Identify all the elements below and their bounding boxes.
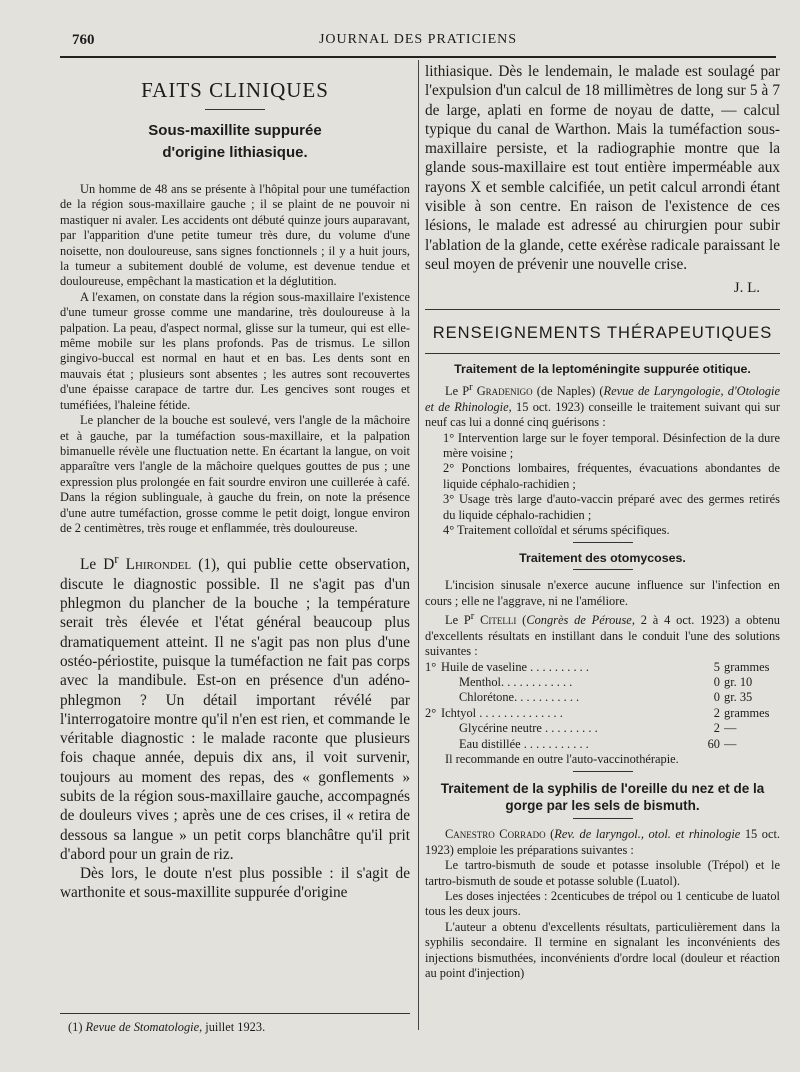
superscript: r [469,382,473,394]
article-title-line-1: Sous-maxillite suppurée [148,122,322,139]
rx-number [425,721,441,736]
journal-title: JOURNAL DES PRATICIENS [318,32,518,47]
treatment-title-1: Traitement de la leptoméningite suppurée otitique. [425,353,780,376]
running-header [60,30,776,54]
treatment-title-3: Traitement de la syphilis de l'oreille du nez et de la gorge par les sels de bismuth. [440,781,765,814]
treatment-2-end [425,752,780,767]
rx-ingredient: Ichtyol . . . . . . . . . . . . . . [441,705,563,720]
paragraph: lithiasique. Dès le lendemain, le malade est soulagé par l'expulsion d'un calcul de 18 millimètres de long sur 5 à 7 de large, aplati en forme de noyau de datte, — calcul typique du canal de Warthon. Mais la tuméfaction sous-maxillaire persiste, et la radiographie montre que la glande sous-maxillaire est tout entière imperméable aux rayons X et semble calcifiée, un petit calcul arrondi étant visible à son centre. En raison de l'existence de ces lésions, le malade est adressé au chirurgien pour subir l'ablation de la glande, cette exérèse radicale paraissant le seul moyen de prévenir une nouvelle crise. [425,63,780,273]
separator-rule [573,542,633,543]
paragraph [425,609,780,659]
treatment-3 [425,827,780,981]
journal-citation: Congrès de Pérouse [526,613,632,628]
ingredient-name: Menthol [459,675,501,690]
article-title [60,120,410,164]
page-number: 760 [72,32,95,48]
journal-citation: Rev. de laryngol., otol. et rhinologie [554,827,741,842]
rx-number: 1° [425,659,437,674]
table-row [425,660,780,675]
rx-ingredient: Menthol. . . . . . . . . . . . [459,675,573,690]
text-run: Le P [445,613,471,628]
rx-unit: gr. 10 [724,675,753,690]
rx-ingredient: Eau distillée . . . . . . . . . . . [459,736,589,751]
rx-unit: grammes [724,659,770,674]
rx-ingredient: Chlorétone. . . . . . . . . . . [459,690,580,705]
paragraph [60,550,410,864]
text-run: ( [545,827,555,842]
table-row [425,721,780,736]
footnote-date: , juillet 1923. [199,1020,266,1034]
text-run: (de Naples) ( [532,384,604,399]
author-name: Lhirondel [125,556,192,574]
footnote-number: (1) [68,1020,86,1034]
ingredient-name: Eau distillée [459,736,521,751]
paragraph: Il recommande en outre l'auto-vaccinothérapie. [445,752,679,767]
left-column [60,62,410,903]
text-run: 15 oct. 1923) emploie les préparations suivantes : [425,827,780,857]
paragraph: L'incision sinusale n'exerce aucune influence sur l'infection en cours ; elle ne l'aggrave, ni ne l'améliore. [425,578,780,608]
superscript: r [114,552,119,567]
separator-rule [573,818,633,819]
list-item: 1° Intervention large sur le foyer temporal. Désinfection de la dure mère voisine ; [443,430,780,461]
paragraph: Un homme de 48 ans se présente à l'hôpital pour une tuméfaction de la région sous-maxillaire gauche ; il se plaint de ne pouvoir ni mastiquer ni avaler. Les accidents ont débuté quinze jours auparavant, par l'apparition d'une petite tumeur très dure, du volume d'une noisette, non douloureuse, sans signes fonctionnels ; il y a huit jours, la tumeur a subitement doublé de volume, est devenue tendue et douloureuse, empêchant la mastication et la déglutition. [60,182,410,289]
footnote [68,1020,265,1035]
rx-unit: gr. 35 [724,690,753,705]
footnote-rule [60,1013,410,1014]
paragraph: Les doses injectées : 2centicubes de trépol ou 1 centicube de luatol tous les deux jours. [425,889,780,919]
table-row [425,675,780,690]
treatment-2 [425,578,780,659]
text-run: , 15 oct. 1923) conseille le traitement suivant qui sur neuf cas lui a donné cinq guérisons : [425,399,780,430]
rx-unit: grammes [724,705,770,720]
right-column [425,62,780,982]
paragraph: Dès lors, le doute n'est plus possible : il s'agit de warthonite et sous-maxillite suppurée d'origine [60,865,410,902]
table-row [425,690,780,705]
rx-number [425,675,441,690]
journal-citation: Revue de Laryngologie, d'Otologie et de Rhinologie [425,384,780,414]
case-report [60,182,410,536]
rx-number: 2° [425,705,437,720]
text-run: Le P [445,384,470,399]
rx-ingredient: Huile de vaseline . . . . . . . . . . [441,659,589,674]
text-run: ( [516,613,527,628]
continuation [425,62,780,274]
paragraph: L'auteur a obtenu d'excellents résultats, particulièrement dans la syphilis secondaire. Il termine en signalant les inconvénients des injections bismuthées, inconvénients d'ordre local (douleur et réaction au point d'injection) [425,919,780,981]
paragraph [425,827,780,858]
table-row [425,737,780,752]
header-rule [60,56,776,58]
author-name: Citelli [480,613,517,628]
rx-unit: — [724,721,737,736]
text-run: (1), qui publie cette observation, discute le diagnostic possible. Il ne s'agit pas d'un phlegmon du plancher de la bouche ; la température serait très élevée et l'état général beaucoup plus dramatiquement atteint. Il ne s'agit pas non plus d'une ostéo-périostite, puisque la tuméfaction ne fait pas corps avec la mandibule. Est-on en présence d'un adéno-phlegmon ? Un détail important révélé par l'interrogatoire montre qu'il n'en est rien, et commande le véritable diagnostic : le malade raconte que plusieurs fois chaque année, depuis dix ans, il voit survenir, toujours au moment des repas, des « gonflements » subits de la région sous-maxillaire gauche, accompagnés de douleurs vives ; après une de ces crises, il « retira de dessous sa langue » un petit corps blanchâtre qu'il prit d'abord pour un grain de riz. [60,556,411,863]
rx-quantity: 2 [713,705,720,720]
list-item: 4° Traitement colloïdal et sérums spécifiques. [443,523,670,538]
rx-quantity: 0 [713,690,720,705]
author-name: Gradenigo [476,384,533,399]
superscript: r [470,611,475,623]
signature: J. L. [733,280,760,297]
column-divider [418,60,419,1030]
prescription-table [425,660,780,752]
treatment-1 [425,380,780,538]
text-run: , 2 à 4 oct. 1923) a obtenu d'excellents résultats en instillant dans le conduit l'une des solutions suivantes : [425,613,780,659]
list-item: 2° Ponctions lombaires, fréquentes, évacuations abondantes de liquide céphalo-rachidien ; [443,461,780,491]
paragraph: A l'examen, on constate dans la région sous-maxillaire l'existence d'une tumeur grosse comme une mandarine, très douloureuse à la palpation. La peau, d'aspect normal, glisse sur la tumeur, qui est elle-même mobile sur les plans profonds. Pas de trismus. Le sillon gingivo-buccal est normal en haut et en bas. Les dents sont en mauvais état ; plusieurs sont absentes ; les autres sont recouvertes d'une épaisse carapace de tartre dur. Les gencives sont rouges et tuméfiées, l'haleine fétide. [60,289,410,412]
paragraph [425,380,780,430]
separator-rule [573,569,633,570]
section-title-faits-cliniques: FAITS CLINIQUES [141,78,329,102]
footnote-source: Revue de Stomatologie [85,1020,200,1034]
rx-quantity: 2 [713,721,720,736]
section-title-therapeutics: RENSEIGNEMENTS THÉRAPEUTIQUES [425,309,780,343]
separator-rule [573,771,633,772]
paragraph: Le plancher de la bouche est soulevé, vers l'angle de la mâchoire et à gauche, par la tuméfaction sous-maxillaire, et la palpation bimanuelle révèle une fluctuation nette. En écartant la langue, on voit apparaître vers l'angle de la mâchoire quelques gouttes de pus ; une expression plus prolongée en fait sourdre environ une cuillerée à café. Dans la région sublinguale, à gauche du frein, on note la présence d'une autre tuméfaction, grosse comme le petit doigt, longue environ de 2 centimètres, très rouge et enflammée, très douloureuse. [60,413,410,535]
treatment-title-2: Traitement des otomycoses. [519,551,686,566]
table-row [425,706,780,721]
rx-quantity: 60 [707,736,720,751]
paragraph: Le tartro-bismuth de soude et potasse insoluble (Trépol) et le tartro-bismuth de soude et potasse soluble (Luatol). [425,858,780,888]
rx-number [425,737,441,752]
title-rule [205,109,265,110]
ingredient-name: Chlorétone [459,690,515,705]
rx-number [425,690,441,705]
rx-unit: — [724,736,737,751]
ingredient-name: Huile de vaseline [441,659,528,674]
text-run: Le D [80,556,115,574]
rx-quantity: 5 [713,659,720,674]
article-title-line-2: d'origine lithiasique. [162,144,308,161]
commentary [60,550,410,902]
author-name: Canestro Corrado [445,827,546,842]
ingredient-name: Glycérine neutre [459,721,542,736]
ingredient-name: Ichtyol [441,705,477,720]
rx-ingredient: Glycérine neutre . . . . . . . . . [459,721,598,736]
list-item: 3° Usage très large d'auto-vaccin préparé avec des germes retirés du liquide céphalo-rachidien ; [443,492,780,522]
rx-quantity: 0 [713,675,720,690]
